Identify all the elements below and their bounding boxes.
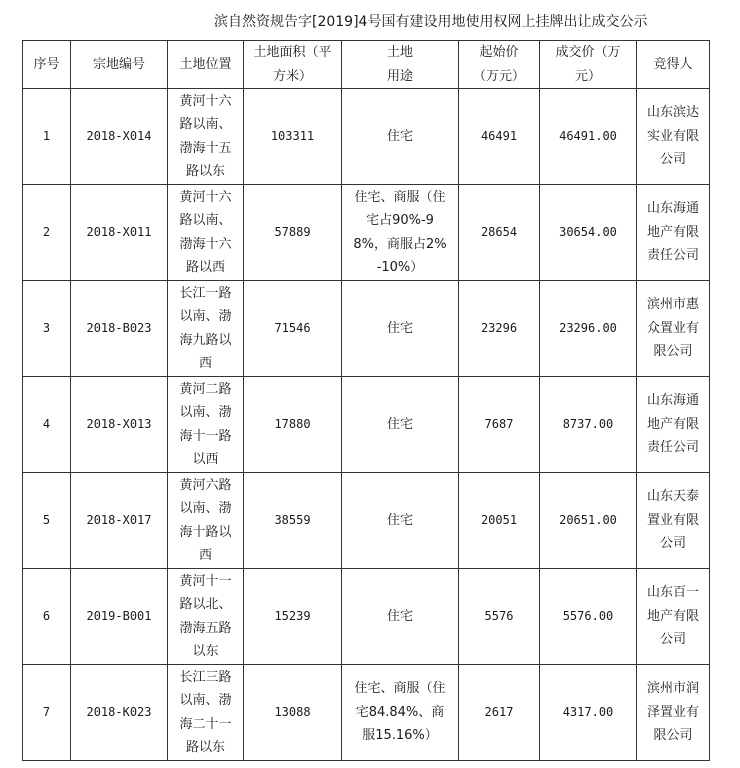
cell-location xyxy=(168,665,244,761)
cell-deal-price: 4317.00 xyxy=(540,665,637,761)
use-text: 住宅、商服（住宅84.84%、商服15.16%） xyxy=(354,681,446,744)
cell-winner xyxy=(637,569,710,665)
table-row xyxy=(23,473,710,569)
cell-use xyxy=(342,281,459,377)
cell-no: 1 xyxy=(23,89,71,185)
winner-text: 山东海通地产有限责任公司 xyxy=(646,393,699,456)
table-row xyxy=(23,89,710,185)
use-text: 住宅 xyxy=(386,128,413,144)
cell-no: 5 xyxy=(23,473,71,569)
header-area xyxy=(244,41,342,89)
cell-location xyxy=(168,281,244,377)
cell-location xyxy=(168,569,244,665)
use-text: 住宅 xyxy=(386,512,413,528)
table-header-row xyxy=(23,41,710,89)
cell-code: 2018-X014 xyxy=(71,89,168,185)
cell-deal-price: 30654.00 xyxy=(540,185,637,281)
use-text: 住宅、商服（住宅占90%-98%，商服占2%-10%） xyxy=(353,189,447,276)
winner-text: 滨州市润泽置业有限公司 xyxy=(646,681,699,744)
cell-area: 103311 xyxy=(244,89,342,185)
cell-use xyxy=(342,569,459,665)
header-no: 序号 xyxy=(23,41,71,89)
cell-area: 57889 xyxy=(244,185,342,281)
announcement-title-text: 滨自然资规告字[2019]4号国有建设用地使用权网上挂牌出让成交公示 xyxy=(214,14,648,30)
location-text: 黄河六路以南、渤海十路以西 xyxy=(179,477,232,564)
table-row xyxy=(23,185,710,281)
cell-no: 6 xyxy=(23,569,71,665)
cell-area: 38559 xyxy=(244,473,342,569)
cell-code: 2019-B001 xyxy=(71,569,168,665)
cell-code: 2018-X011 xyxy=(71,185,168,281)
header-location-text: 土地位置 xyxy=(179,56,232,72)
use-text: 住宅 xyxy=(386,320,413,336)
table-row xyxy=(23,665,710,761)
cell-start-price: 7687 xyxy=(459,377,540,473)
cell-no: 4 xyxy=(23,377,71,473)
cell-deal-price: 20651.00 xyxy=(540,473,637,569)
cell-start-price: 20051 xyxy=(459,473,540,569)
cell-deal-price: 46491.00 xyxy=(540,89,637,185)
table-row xyxy=(23,281,710,377)
cell-start-price: 23296 xyxy=(459,281,540,377)
header-winner: 竞得人 xyxy=(637,41,710,89)
cell-area: 71546 xyxy=(244,281,342,377)
cell-location xyxy=(168,473,244,569)
header-start-price xyxy=(459,41,540,89)
location-text: 黄河十六路以南、渤海十六路以西 xyxy=(179,189,232,276)
land-transaction-table xyxy=(22,40,710,761)
cell-winner xyxy=(637,665,710,761)
cell-no: 2 xyxy=(23,185,71,281)
header-deal-price-text: 成交价（万元） xyxy=(555,45,621,84)
cell-code: 2018-X017 xyxy=(71,473,168,569)
winner-text: 山东滨达实业有限公司 xyxy=(646,105,699,168)
cell-start-price: 2617 xyxy=(459,665,540,761)
cell-deal-price: 5576.00 xyxy=(540,569,637,665)
header-area-text: 土地面积（平方米） xyxy=(253,45,332,84)
cell-area: 15239 xyxy=(244,569,342,665)
cell-use xyxy=(342,185,459,281)
cell-use xyxy=(342,377,459,473)
cell-area: 13088 xyxy=(244,665,342,761)
cell-use xyxy=(342,473,459,569)
table-row xyxy=(23,569,710,665)
table-row xyxy=(23,377,710,473)
header-start-price-text: 起始价（万元） xyxy=(472,45,525,84)
cell-winner xyxy=(637,185,710,281)
cell-use xyxy=(342,89,459,185)
cell-location xyxy=(168,377,244,473)
location-text: 长江三路以南、渤海二十一路以东 xyxy=(179,669,232,756)
location-text: 黄河十一路以北、渤海五路以东 xyxy=(179,573,232,660)
header-deal-price xyxy=(540,41,637,89)
location-text: 黄河十六路以南、渤海十五路以东 xyxy=(179,93,232,180)
location-text: 黄河二路以南、渤海十一路以西 xyxy=(179,381,232,468)
cell-deal-price: 8737.00 xyxy=(540,377,637,473)
winner-text: 滨州市惠众置业有限公司 xyxy=(646,297,699,360)
cell-deal-price: 23296.00 xyxy=(540,281,637,377)
use-text: 住宅 xyxy=(386,416,413,432)
cell-location xyxy=(168,185,244,281)
winner-text: 山东百一地产有限公司 xyxy=(646,585,699,648)
cell-winner xyxy=(637,377,710,473)
cell-start-price: 5576 xyxy=(459,569,540,665)
cell-code: 2018-K023 xyxy=(71,665,168,761)
cell-area: 17880 xyxy=(244,377,342,473)
use-text: 住宅 xyxy=(386,608,413,624)
header-use xyxy=(342,41,459,89)
winner-text: 山东天泰置业有限公司 xyxy=(646,489,699,552)
cell-code: 2018-X013 xyxy=(71,377,168,473)
cell-winner xyxy=(637,281,710,377)
cell-winner xyxy=(637,89,710,185)
winner-text: 山东海通地产有限责任公司 xyxy=(646,201,699,264)
announcement-title xyxy=(0,10,740,34)
cell-no: 3 xyxy=(23,281,71,377)
cell-location xyxy=(168,89,244,185)
cell-no: 7 xyxy=(23,665,71,761)
location-text: 长江一路以南、渤海九路以西 xyxy=(179,285,232,372)
header-code: 宗地编号 xyxy=(71,41,168,89)
cell-use xyxy=(342,665,459,761)
cell-code: 2018-B023 xyxy=(71,281,168,377)
cell-winner xyxy=(637,473,710,569)
header-use-text: 土地用途 xyxy=(386,45,413,84)
cell-start-price: 46491 xyxy=(459,89,540,185)
header-location xyxy=(168,41,244,89)
cell-start-price: 28654 xyxy=(459,185,540,281)
